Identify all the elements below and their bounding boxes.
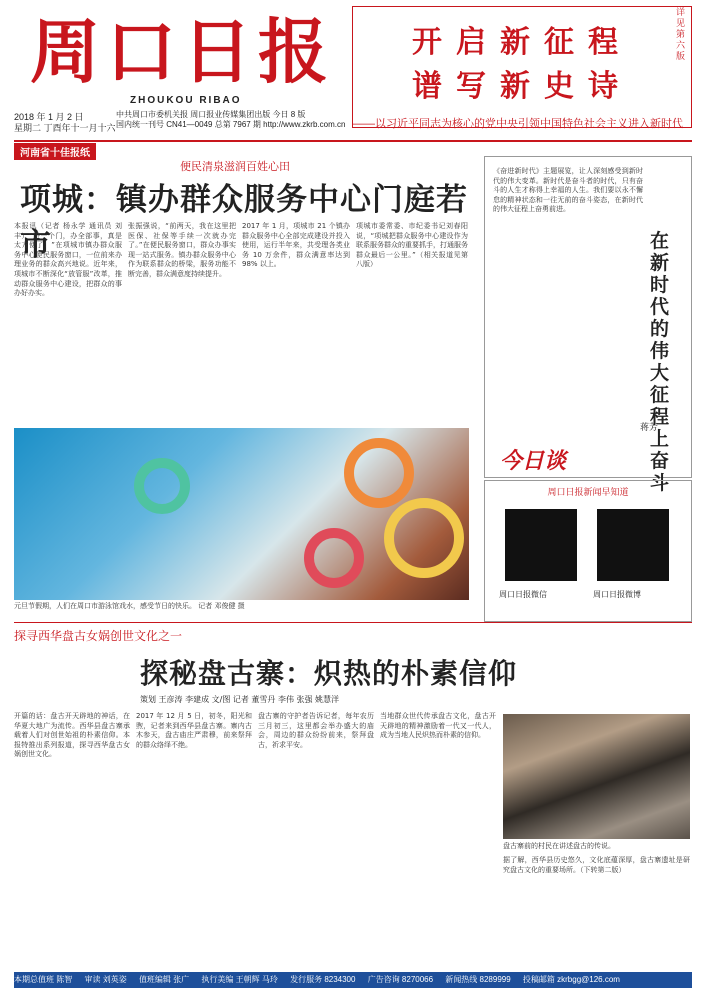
footer-item: 审读 刘英姿 xyxy=(84,975,127,984)
qr-label-wechat: 周口日报微信 xyxy=(499,590,547,599)
side-note: 详见第六版 xyxy=(676,8,686,62)
footer-item: 新闻热线 8289999 xyxy=(445,975,511,984)
top-divider xyxy=(14,140,692,142)
sponsor-2: 周口报业传媒集团出版 xyxy=(190,110,271,119)
article1-column-4: 项城市委常委、市纪委书记刘春阳说，“项城把群众服务中心建设作为联系服务群众的重要抓手，打通服务群众最后一公里。”（相关报道见第八版） xyxy=(356,222,468,269)
photo2-caption: 盘古寨前的村民在讲述盘古的传说。 xyxy=(503,842,615,850)
photo-swimming-pool xyxy=(14,428,469,600)
qr-box xyxy=(484,480,692,622)
commentary-title: 在新时代的伟大征程上奋斗 xyxy=(650,230,670,494)
footer-item: 执行美编 王朝辉 马玲 xyxy=(201,975,278,984)
publication-info xyxy=(116,110,346,130)
masthead-pinyin: ZHOUKOU RIBAO xyxy=(130,95,242,106)
footer-item: 投稿邮箱 zkrbgg@126.com xyxy=(522,975,620,984)
footer-item: 发行服务 8234300 xyxy=(290,975,356,984)
article2-title: 探秘盘古寨：炽热的朴素信仰 xyxy=(140,657,518,690)
today-talk-logo: 今日谈 xyxy=(500,449,567,474)
qr-header: 周口日报新闻早知道 xyxy=(547,487,629,497)
qr-label-weibo: 周口日报微博 xyxy=(593,590,641,599)
date-text: 2018 年 1 月 2 日 xyxy=(14,112,84,122)
article2-kicker: 探寻西华盘古女娲创世文化之一 xyxy=(14,629,183,643)
headline-box xyxy=(352,6,692,128)
article2-column-4: 当地群众世代传承盘古文化，盘古开天辟地的精神激励着一代又一代人，成为当地人民炽热而朴素的信仰。 xyxy=(380,712,496,740)
article1-title: 项城：镇办群众服务中心门庭若市 xyxy=(20,182,468,263)
footer-item: 本期总值班 陈智 xyxy=(14,975,73,984)
masthead-logo: 周口日报 xyxy=(30,10,334,93)
footer-item: 值班编辑 张广 xyxy=(138,975,190,984)
headline-line-1: 开启新征程 xyxy=(412,25,632,60)
article1-kicker: 便民清泉滋润百姓心田 xyxy=(180,161,290,173)
article2-column-3: 盘古寨的守护者告诉记者，每年农历三月初三，这里都会举办盛大的庙会，周边的群众纷纷前来，祭拜盘古，祈求平安。 xyxy=(258,712,374,749)
article1-column-3: 2017 年 1 月，项城市 21 个镇办群众服务中心全部完成建设并投入使用，运行半年来，共受理各类业务 10 万余件，群众满意率达到 98% 以上。 xyxy=(242,222,350,269)
article2-byline: 策划 王彦涛 李建成 文/图 记者 董雪丹 李伟 张强 姚慧洋 xyxy=(140,695,340,704)
article2-column-1: 开篇的话：盘古开天辟地的神话，在华夏大地广为流传。西华县盘古寨承载着人们对创世始祖的朴素信仰。本报特推出系列报道，探寻西华盘古女娲创世文化。 xyxy=(14,712,130,759)
article1-column-2: 张振强说，“前两天，我在这里把医保、社保等手续一次就办完了。”在便民服务窗口，群众办事实现一站式服务。镇办群众服务中心作为联系群众的桥梁，服务功能不断完善，群众满意度持续提升。 xyxy=(128,222,236,278)
commentary-text: 《奋进新时代》主题展览，让人深刻感受到新时代的伟大变革。新时代是奋斗者的时代，只有奋斗的人生才称得上幸福的人生。我们要以永不懈怠的精神状态和一往无前的奋斗姿态，在新时代的伟大征程上奋勇前进。 xyxy=(493,167,643,214)
weekday-text: 星期二 丁酉年十一月十六 xyxy=(14,123,116,133)
headline-subline: ——以习近平同志为核心的党中央引领中国特色社会主义进入新时代 xyxy=(353,118,683,130)
section-divider xyxy=(14,622,692,623)
article2-column-2: 2017 年 12 月 5 日，初冬，阳光和煦，记者来到西华县盘古寨。寨内古木参天，盘古庙庄严肃穆，前来祭拜的群众络绎不绝。 xyxy=(136,712,252,749)
page-count: 今日 8 版 xyxy=(272,110,306,119)
article1-column-1: 本报讯（记者 杨永学 通讯员 刘丰）“进一个门，办全部事，真是太方便了！”在项城市镇办群众服务中心便民服务窗口，一位前来办理业务的群众高兴地说。近年来，项城市不断深化“放管服”改革，推动群众服务中心建设，把群众的事办好办实。 xyxy=(14,222,122,298)
headline-line-2: 谱写新史诗 xyxy=(412,69,632,104)
weibo-qr-icon[interactable] xyxy=(597,509,669,581)
article2-column-5: 据了解，西华县历史悠久，文化底蕴深厚，盘古寨遗址是研究盘古文化的重要场所。（下转第二版） xyxy=(503,856,690,874)
section-tag: 河南省十佳报纸 xyxy=(14,143,96,160)
wechat-qr-icon[interactable] xyxy=(505,509,577,581)
footer-item: 广告咨询 8270066 xyxy=(367,975,434,984)
footer-bar xyxy=(14,972,692,988)
photo-villagers xyxy=(503,714,690,839)
commentary-author: 蒋芳 xyxy=(640,423,659,433)
dateline xyxy=(14,112,116,134)
photo1-caption: 元旦节假期，人们在周口市游泳馆戏水，感受节日的快乐。 记者 邓俊健 摄 xyxy=(14,602,245,610)
issn-line: 国内统一刊号 CN41—0049 总第 7967 期 http://www.zkrb.com.cn xyxy=(116,120,346,129)
sponsor-1: 中共周口市委机关报 xyxy=(116,110,188,119)
